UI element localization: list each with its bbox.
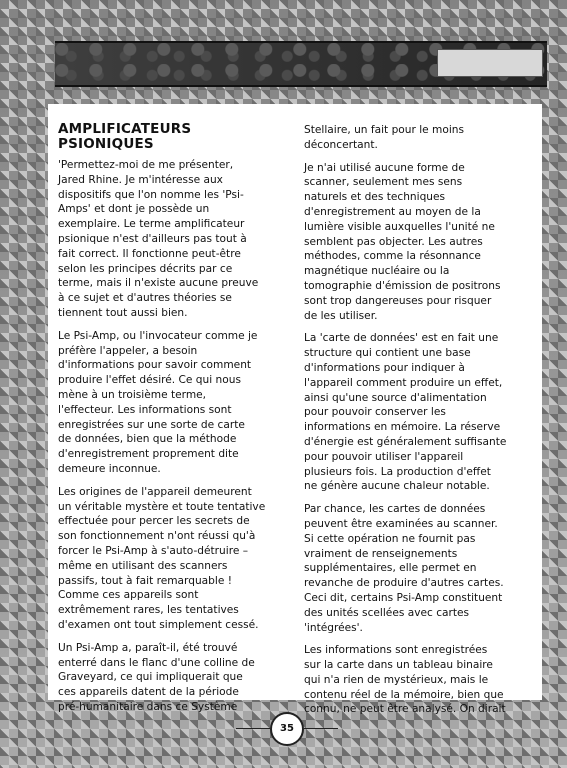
page-number: 35: [270, 712, 304, 746]
paragraph: Stellaire, un fait pour le moins déconcertant.: [304, 124, 465, 151]
page-text-area: [48, 104, 542, 716]
paragraph: Je n'ai utilisé aucune forme de scanner, seulement mes sens naturels et des techniques d'enregistrement au moyen de la lumière visible auxquelles l'unité ne semblent pas objecter. Les autres méthodes, comme la résonnance magnétique nucléaire ou la tomographie d'émission de positrons sont trop dangereuses pour risquer de les utiliser.: [304, 161, 501, 322]
folio-rule-right: [304, 728, 338, 729]
header-tab: [437, 49, 543, 77]
paragraph: La 'carte de données' est en fait une structure qui contient une base d'informations pour indiquer à l'appareil comment produire un effet, ainsi qu'une source d'alimentation pour pouvoir conserver les informations en mémoire. La réserve d'énergie est généralement suffisante pour pouvoir utiliser l'appareil plusieurs fois. La production d'effet ne génère aucune chaleur notable.: [304, 332, 507, 493]
paragraph: Les origines de l'appareil demeurent un véritable mystère et toute tentative effectuée pour percer les secrets de son fonctionnement n'ont réussi qu'à forcer le Psi-Amp à s'auto-détruire – même en utilisant des scanners passifs, tout à fait remarquable ! Comme ces appareils sont extrêmement rares, les tentatives d'examen ont tout simplement cessé.: [58, 485, 266, 631]
article-title: AMPLIFICATEURS PSIONIQUES: [58, 121, 192, 152]
right-column: [304, 122, 532, 725]
paragraph: Le Psi-Amp, ou l'invocateur comme je préfère l'appeler, a besoin d'informations pour savoir comment produire l'effet désiré. Ce qui nous mène à un troisième terme, l'effecteur. Les informations sont enregistrées sur une sorte de carte de données, bien que la méthode d'enregistrement proprement dite demeure inconnue.: [58, 329, 258, 475]
paragraph: Un Psi-Amp a, paraît-il, été trouvé enterré dans le flanc d'une colline de Graveyard, ce qui impliquerait que ces appareils datent de la période pré-humanitaire dans ce Système: [58, 641, 255, 713]
folio-rule-left: [236, 728, 270, 729]
paragraph: Les informations sont enregistrées sur la carte dans un tableau binaire qui n'a rien de mystérieux, mais le contenu réel de la mémoire, bien que connu, ne peut être analysé. On dirait: [304, 644, 506, 716]
paragraph: Par chance, les cartes de données peuvent être examinées au scanner. Si cette opération ne fournit pas vraiment de renseignements supplémentaires, elle permet en revanche de produire d'autres cartes. Ceci dit, certains Psi-Amp constituent des unités scellées avec cartes 'intégrées'.: [304, 503, 504, 634]
left-column: [58, 122, 286, 723]
paragraph: 'Permettez-moi de me présenter, Jared Rhine. Je m'intéresse aux dispositifs que l'on nomme les 'Psi- Amps' et dont je possède un exemplaire. Le terme amplificateur psionique n'est d'ailleurs pas tout à fait correct. Il fonctionne peut-être selon les principes décrits par ce terme, mais il n'existe aucune preuve à ce sujet et d'autres théories se tiennent tout aussi bien.: [58, 159, 259, 319]
